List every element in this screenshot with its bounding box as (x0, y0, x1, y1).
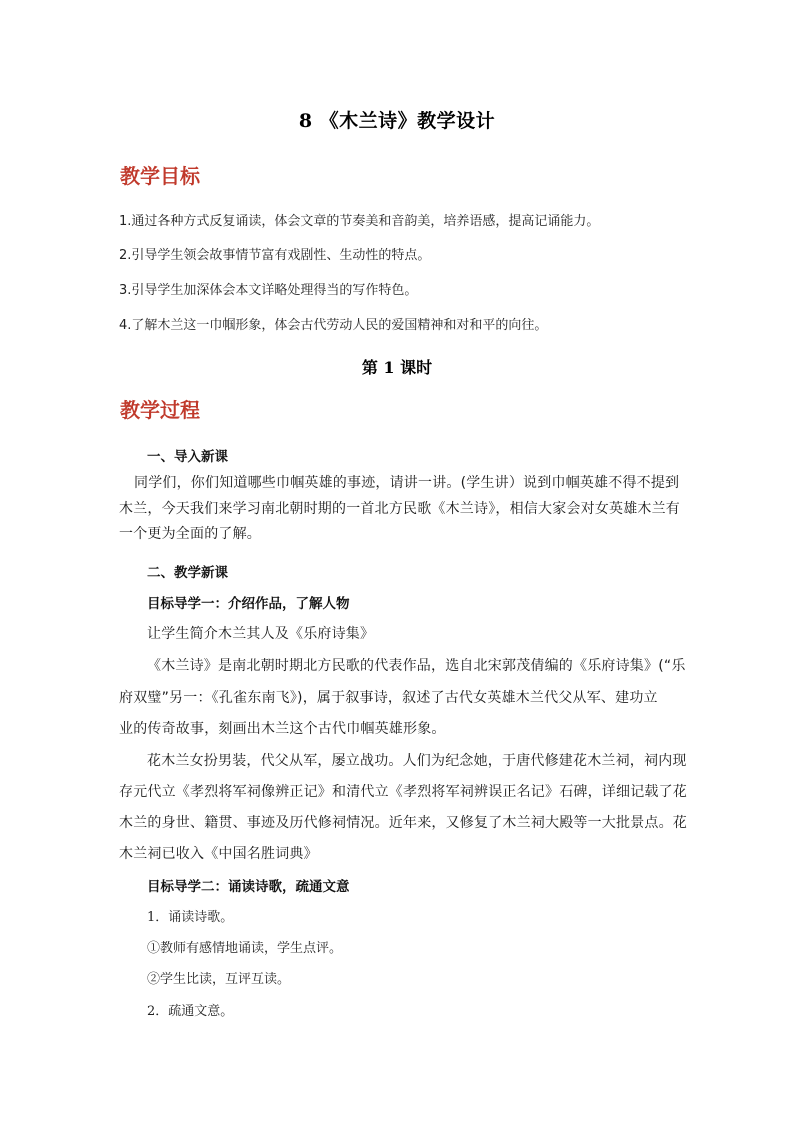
goal2-heading: 目标导学二：诵读诗歌，疏通文意 (147, 879, 350, 895)
list-item: ①教师有感情地诵读，学生点评。 (147, 941, 343, 956)
objective-item: 2.引导学生领会故事情节富有戏剧性、生动性的特点。 (119, 248, 431, 263)
paragraph-line: 木兰，今天我们来学习南北朝时期的一首北方民歌《木兰诗》，相信大家会对女英雄木兰有 (119, 501, 680, 517)
paragraph-line: 一个更为全面的了解。 (119, 526, 261, 542)
list-item: 2．疏通文意。 (147, 1004, 234, 1019)
paragraph-line: 《木兰诗》是南北朝时期北方民歌的代表作品，选自北宋郭茂倩编的《乐府诗集》(“乐 (147, 658, 686, 674)
list-item: ②学生比读，互评互读。 (147, 972, 291, 987)
document-title: 8 《木兰诗》教学设计 (298, 110, 496, 132)
paragraph-line: 存元代立《孝烈将军祠像辨正记》和清代立《孝烈将军祠辨误正名记》石碑，详细记载了花 (119, 784, 687, 800)
part1-heading: 一、导入新课 (147, 449, 228, 465)
paragraph-line: 同学们，你们知道哪些巾帼英雄的事迹，请讲一讲。(学生讲）说到巾帼英雄不得不提到 (134, 475, 680, 491)
paragraph-line: 府双璧”另一：《孔雀东南飞》)，属于叙事诗，叙述了古代女英雄木兰代父从军、建功立 (119, 690, 658, 706)
objectives-heading: 教学目标 (120, 164, 200, 188)
list-item: 1．诵读诗歌。 (147, 910, 234, 925)
goal1-heading: 目标导学一：介绍作品，了解人物 (147, 596, 350, 612)
objective-item: 3.引导学生加深体会本文详略处理得当的写作特色。 (119, 283, 418, 298)
objective-item: 4.了解木兰这一巾帼形象，体会古代劳动人民的爱国精神和对和平的向往。 (119, 318, 548, 333)
part2-heading: 二、教学新课 (147, 565, 228, 581)
paragraph-line: 木兰的身世、籍贯、事迹及历代修祠情况。近年来，又修复了木兰祠大殿等一大批景点。花 (119, 815, 687, 831)
goal1-intro: 让学生简介木兰其人及《乐府诗集》 (147, 626, 375, 642)
paragraph-line: 花木兰女扮男装，代父从军，屡立战功。人们为纪念她，于唐代修建花木兰祠，祠内现 (147, 753, 687, 769)
objective-item: 1.通过各种方式反复诵读，体会文章的节奏美和音韵美，培养语感，提高记诵能力。 (119, 214, 600, 229)
paragraph-line: 木兰祠已收入《中国名胜词典》 (119, 846, 318, 862)
process-heading: 教学过程 (120, 398, 200, 422)
lesson-heading: 第 1 课时 (361, 358, 433, 377)
paragraph-line: 业的传奇故事，刻画出木兰这个古代巾帼英雄形象。 (119, 721, 446, 737)
